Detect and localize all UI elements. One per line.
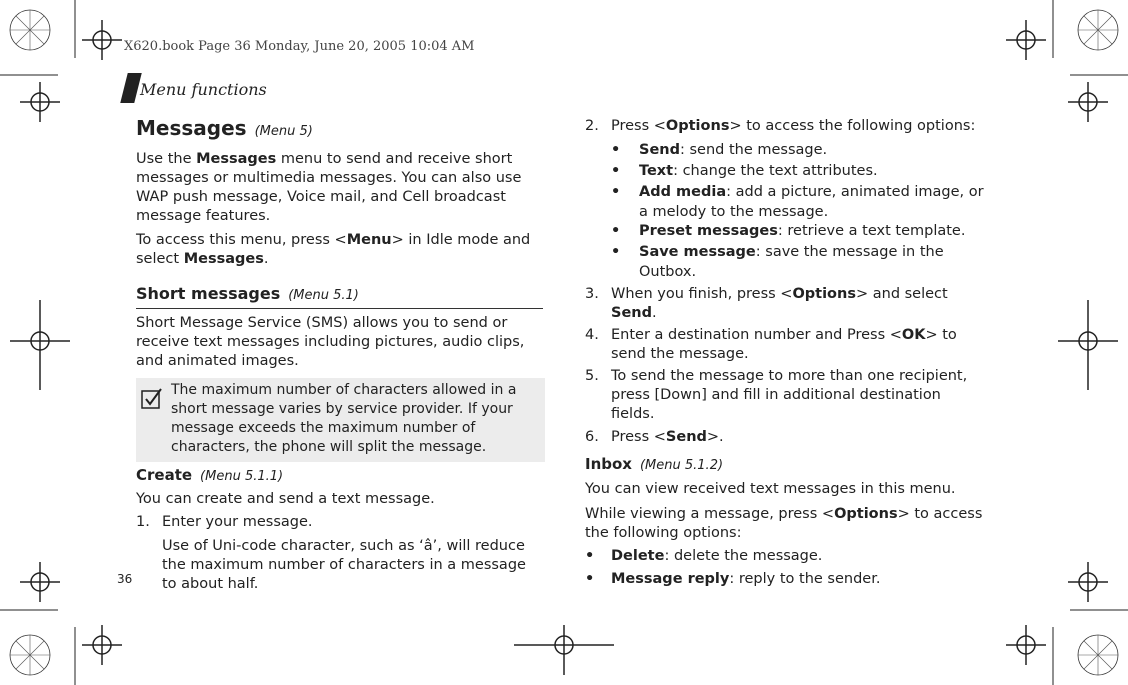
short-messages-heading: Short messages (Menu 5.1)	[136, 284, 359, 303]
viewing-paragraph: While viewing a message, press <Options> to access the following options:	[585, 506, 983, 541]
menu-key: Menu	[346, 232, 392, 248]
inbox-option-delete: • Delete: delete the message.	[585, 548, 823, 564]
step-4-text: Enter a destination number and Press <OK> to send the message.	[611, 327, 957, 362]
page-title	[136, 116, 313, 140]
step-5-number: 5.	[585, 368, 599, 384]
page-title-menu: (Menu 5)	[254, 124, 313, 139]
option-preset-messages: • Preset messages: retrieve a text template.	[611, 223, 966, 239]
book-info-header: X620.book Page 36 Monday, June 20, 2005 10:04 AM	[124, 39, 475, 54]
messages-term: Messages	[196, 151, 277, 167]
step-6-text: Press <Send>.	[611, 429, 724, 445]
access-paragraph: To access this menu, press <Menu> in Idle mode and select Messages.	[136, 232, 531, 267]
page-number: 36	[117, 572, 133, 586]
bullet-icon: •	[611, 184, 621, 200]
step-2-number: 2.	[585, 118, 599, 134]
checkmark-note-icon	[140, 386, 164, 410]
inbox-text: You can view received text messages in this menu.	[585, 481, 956, 497]
short-messages-paragraph: Short Message Service (SMS) allows you to send or receive text messages including pictures, audio clips, and animated images.	[136, 315, 525, 369]
note-text: The maximum number of characters allowed in a short message varies by service provider. If your message exceeds the maximum number of characters, the phone will split the message.	[171, 382, 517, 455]
bullet-icon: •	[611, 142, 621, 158]
create-text: You can create and send a text message.	[136, 491, 435, 507]
step-4-number: 4.	[585, 327, 599, 343]
inbox-option-message-reply: • Message reply: reply to the sender.	[585, 571, 881, 587]
option-add-media: • Add media: add a picture, animated image, or a melody to the message.	[611, 184, 984, 220]
option-save-message: • Save message: save the message in the Outbox.	[611, 244, 944, 280]
step-5-text: To send the message to more than one recipient, press [Down] and fill in additional destination fields.	[611, 368, 968, 422]
intro-paragraph: Use the Messages menu to send and receive short messages or multimedia messages. You can also use WAP push message, Voice mail, and Cell broadcast message features.	[136, 151, 522, 224]
bullet-icon: •	[585, 548, 595, 564]
create-heading: Create (Menu 5.1.1)	[136, 466, 284, 484]
step-1-subtext: Use of Uni-code character, such as ‘â’, will reduce the maximum number of characters in a message to about half.	[162, 538, 526, 592]
step-1-number: 1.	[136, 514, 150, 530]
section-label: Menu functions	[140, 80, 267, 99]
page-title-text: Messages	[136, 116, 247, 140]
bullet-icon: •	[585, 571, 595, 587]
step-1-text: Enter your message.	[162, 514, 313, 530]
step-6-number: 6.	[585, 429, 599, 445]
heading-rule	[136, 308, 543, 309]
option-send: • Send: send the message.	[611, 142, 828, 158]
step-3-number: 3.	[585, 286, 599, 302]
step-2-text: Press <Options> to access the following options:	[611, 118, 976, 134]
bullet-icon: •	[611, 244, 621, 260]
bullet-icon: •	[611, 163, 621, 179]
option-text: • Text: change the text attributes.	[611, 163, 878, 179]
step-3-text: When you finish, press <Options> and select Send.	[611, 286, 948, 321]
inbox-heading: Inbox (Menu 5.1.2)	[585, 455, 724, 473]
bullet-icon: •	[611, 223, 621, 239]
